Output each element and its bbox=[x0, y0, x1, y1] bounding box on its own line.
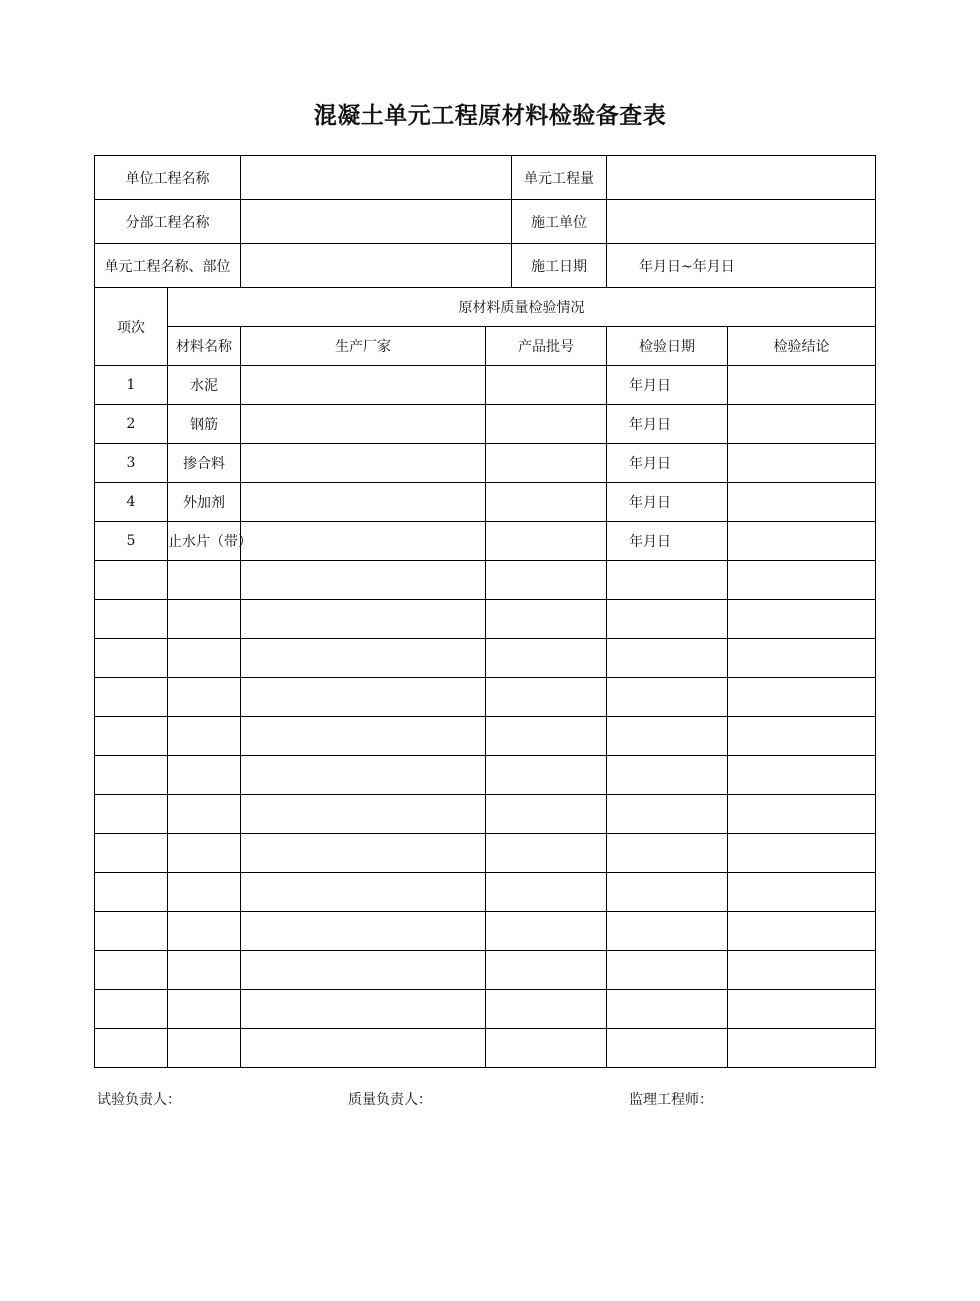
batch-number-cell[interactable] bbox=[486, 366, 607, 405]
row-number-cell[interactable] bbox=[95, 873, 168, 912]
maker-cell[interactable] bbox=[241, 912, 486, 951]
group-header: 原材料质量检验情况 bbox=[168, 288, 876, 327]
material-name-cell[interactable] bbox=[168, 912, 241, 951]
inspection-result-cell[interactable] bbox=[728, 600, 876, 639]
inspection-result-cell[interactable] bbox=[728, 639, 876, 678]
table-row bbox=[95, 444, 876, 483]
table-row bbox=[95, 1029, 876, 1068]
batch-number-cell[interactable] bbox=[486, 561, 607, 600]
material-name-cell[interactable] bbox=[168, 600, 241, 639]
unit-project-field[interactable] bbox=[241, 156, 512, 200]
inspection-result-cell[interactable] bbox=[728, 561, 876, 600]
construction-date-field[interactable]: 年月日~年月日 bbox=[607, 244, 876, 288]
inspection-result-cell[interactable] bbox=[728, 1029, 876, 1068]
col-header-result: 检验结论 bbox=[728, 327, 876, 366]
maker-cell[interactable] bbox=[241, 366, 486, 405]
inspection-result-cell[interactable] bbox=[728, 873, 876, 912]
table-row bbox=[95, 756, 876, 795]
inspection-date-cell[interactable]: 年月日 bbox=[607, 405, 728, 444]
inspection-result-cell[interactable] bbox=[728, 366, 876, 405]
inspection-form bbox=[94, 155, 876, 1068]
material-name-cell[interactable] bbox=[168, 639, 241, 678]
construction-date-label: 施工日期 bbox=[512, 244, 607, 288]
batch-number-cell[interactable] bbox=[486, 834, 607, 873]
element-label: 单元工程名称、部位 bbox=[95, 244, 241, 288]
table-row bbox=[95, 561, 876, 600]
row-number-cell[interactable] bbox=[95, 912, 168, 951]
row-number-cell[interactable] bbox=[95, 756, 168, 795]
table-row bbox=[95, 951, 876, 990]
table-row bbox=[95, 795, 876, 834]
material-name-cell[interactable] bbox=[168, 990, 241, 1029]
material-name-cell[interactable]: 水泥 bbox=[168, 366, 241, 405]
inspection-date-cell[interactable] bbox=[607, 561, 728, 600]
inspection-date-cell[interactable] bbox=[607, 600, 728, 639]
table-row bbox=[95, 678, 876, 717]
maker-cell[interactable] bbox=[241, 600, 486, 639]
material-name-cell[interactable]: 外加剂 bbox=[168, 483, 241, 522]
row-number-cell[interactable]: 1 bbox=[95, 366, 168, 405]
inspection-date-cell[interactable] bbox=[607, 912, 728, 951]
inspection-date-cell[interactable] bbox=[607, 678, 728, 717]
table-row bbox=[95, 717, 876, 756]
inspection-date-cell[interactable]: 年月日 bbox=[607, 366, 728, 405]
tester-signature: 试验负责人： bbox=[97, 1092, 181, 1108]
unit-project-label: 单位工程名称 bbox=[95, 156, 241, 200]
group-header-row bbox=[95, 288, 876, 327]
material-name-cell[interactable] bbox=[168, 717, 241, 756]
inspection-result-cell[interactable] bbox=[728, 756, 876, 795]
row-number-cell[interactable] bbox=[95, 639, 168, 678]
batch-number-cell[interactable] bbox=[486, 483, 607, 522]
maker-cell[interactable] bbox=[241, 834, 486, 873]
element-field[interactable] bbox=[241, 244, 512, 288]
unit-quantity-field[interactable] bbox=[607, 156, 876, 200]
batch-number-cell[interactable] bbox=[486, 522, 607, 561]
maker-cell[interactable] bbox=[241, 678, 486, 717]
column-header-row bbox=[95, 327, 876, 366]
table-row bbox=[95, 834, 876, 873]
division-field[interactable] bbox=[241, 200, 512, 244]
inspection-date-cell[interactable] bbox=[607, 756, 728, 795]
inspection-result-cell[interactable] bbox=[728, 483, 876, 522]
inspection-date-cell[interactable] bbox=[607, 990, 728, 1029]
table-row bbox=[95, 873, 876, 912]
maker-cell[interactable] bbox=[241, 951, 486, 990]
batch-number-cell[interactable] bbox=[486, 990, 607, 1029]
header-row-division bbox=[95, 200, 876, 244]
batch-number-cell[interactable] bbox=[486, 600, 607, 639]
material-name-cell[interactable] bbox=[168, 873, 241, 912]
row-number-cell[interactable] bbox=[95, 834, 168, 873]
maker-cell[interactable] bbox=[241, 522, 486, 561]
row-number-cell[interactable] bbox=[95, 951, 168, 990]
batch-number-cell[interactable] bbox=[486, 912, 607, 951]
batch-number-cell[interactable] bbox=[486, 1029, 607, 1068]
row-number-cell[interactable]: 2 bbox=[95, 405, 168, 444]
header-row-element bbox=[95, 244, 876, 288]
row-number-cell[interactable]: 4 bbox=[95, 483, 168, 522]
batch-number-cell[interactable] bbox=[486, 678, 607, 717]
maker-cell[interactable] bbox=[241, 405, 486, 444]
row-number-cell[interactable]: 5 bbox=[95, 522, 168, 561]
table-row bbox=[95, 639, 876, 678]
maker-cell[interactable] bbox=[241, 756, 486, 795]
material-name-cell[interactable] bbox=[168, 834, 241, 873]
construction-unit-field[interactable] bbox=[607, 200, 876, 244]
table-row bbox=[95, 366, 876, 405]
item-header: 项次 bbox=[95, 288, 168, 366]
inspection-result-cell[interactable] bbox=[728, 717, 876, 756]
row-number-cell[interactable] bbox=[95, 990, 168, 1029]
construction-unit-label: 施工单位 bbox=[512, 200, 607, 244]
maker-cell[interactable] bbox=[241, 795, 486, 834]
maker-cell[interactable] bbox=[241, 444, 486, 483]
inspection-result-cell[interactable] bbox=[728, 951, 876, 990]
inspection-date-cell[interactable]: 年月日 bbox=[607, 522, 728, 561]
header-row-unit-project bbox=[95, 156, 876, 200]
maker-cell[interactable] bbox=[241, 990, 486, 1029]
row-number-cell[interactable] bbox=[95, 1029, 168, 1068]
col-header-date: 检验日期 bbox=[607, 327, 728, 366]
row-number-cell[interactable] bbox=[95, 600, 168, 639]
table-row bbox=[95, 990, 876, 1029]
inspection-result-cell[interactable] bbox=[728, 678, 876, 717]
inspection-date-cell[interactable]: 年月日 bbox=[607, 483, 728, 522]
row-number-cell[interactable] bbox=[95, 717, 168, 756]
inspection-date-cell[interactable] bbox=[607, 951, 728, 990]
table-row bbox=[95, 912, 876, 951]
batch-number-cell[interactable] bbox=[486, 951, 607, 990]
material-name-cell[interactable]: 止水片（带） bbox=[168, 522, 241, 561]
material-name-cell[interactable] bbox=[168, 561, 241, 600]
material-name-cell[interactable] bbox=[168, 951, 241, 990]
row-number-cell[interactable] bbox=[95, 678, 168, 717]
inspection-date-cell[interactable] bbox=[607, 873, 728, 912]
batch-number-cell[interactable] bbox=[486, 639, 607, 678]
inspection-result-cell[interactable] bbox=[728, 795, 876, 834]
batch-number-cell[interactable] bbox=[486, 873, 607, 912]
maker-cell[interactable] bbox=[241, 717, 486, 756]
maker-cell[interactable] bbox=[241, 483, 486, 522]
inspection-date-cell[interactable] bbox=[607, 1029, 728, 1068]
material-name-cell[interactable] bbox=[168, 795, 241, 834]
inspection-result-cell[interactable] bbox=[728, 405, 876, 444]
material-name-cell[interactable] bbox=[168, 1029, 241, 1068]
batch-number-cell[interactable] bbox=[486, 756, 607, 795]
material-name-cell[interactable]: 钢筋 bbox=[168, 405, 241, 444]
row-number-cell[interactable]: 3 bbox=[95, 444, 168, 483]
row-number-cell[interactable] bbox=[95, 561, 168, 600]
inspection-result-cell[interactable] bbox=[728, 834, 876, 873]
table-row bbox=[95, 483, 876, 522]
row-number-cell[interactable] bbox=[95, 795, 168, 834]
inspection-date-cell[interactable]: 年月日 bbox=[607, 444, 728, 483]
material-name-cell[interactable] bbox=[168, 756, 241, 795]
quality-signature: 质量负责人： bbox=[348, 1092, 432, 1108]
col-header-maker: 生产厂家 bbox=[241, 327, 486, 366]
material-name-cell[interactable]: 掺合料 bbox=[168, 444, 241, 483]
division-label: 分部工程名称 bbox=[95, 200, 241, 244]
maker-cell[interactable] bbox=[241, 1029, 486, 1068]
unit-quantity-label: 单元工程量 bbox=[512, 156, 607, 200]
batch-number-cell[interactable] bbox=[486, 795, 607, 834]
maker-cell[interactable] bbox=[241, 561, 486, 600]
inspection-result-cell[interactable] bbox=[728, 990, 876, 1029]
maker-cell[interactable] bbox=[241, 639, 486, 678]
inspection-result-cell[interactable] bbox=[728, 522, 876, 561]
table-row bbox=[95, 600, 876, 639]
table-row bbox=[95, 522, 876, 561]
col-header-batch: 产品批号 bbox=[486, 327, 607, 366]
inspection-date-cell[interactable] bbox=[607, 639, 728, 678]
material-name-cell[interactable] bbox=[168, 678, 241, 717]
page-title: 混凝土单元工程原材料检验备查表 bbox=[313, 103, 667, 129]
supervisor-signature: 监理工程师： bbox=[629, 1092, 713, 1108]
inspection-result-cell[interactable] bbox=[728, 912, 876, 951]
inspection-result-cell[interactable] bbox=[728, 444, 876, 483]
inspection-date-cell[interactable] bbox=[607, 795, 728, 834]
maker-cell[interactable] bbox=[241, 873, 486, 912]
inspection-date-cell[interactable] bbox=[607, 717, 728, 756]
col-header-material: 材料名称 bbox=[168, 327, 241, 366]
table-row bbox=[95, 405, 876, 444]
batch-number-cell[interactable] bbox=[486, 444, 607, 483]
batch-number-cell[interactable] bbox=[486, 717, 607, 756]
inspection-date-cell[interactable] bbox=[607, 834, 728, 873]
batch-number-cell[interactable] bbox=[486, 405, 607, 444]
